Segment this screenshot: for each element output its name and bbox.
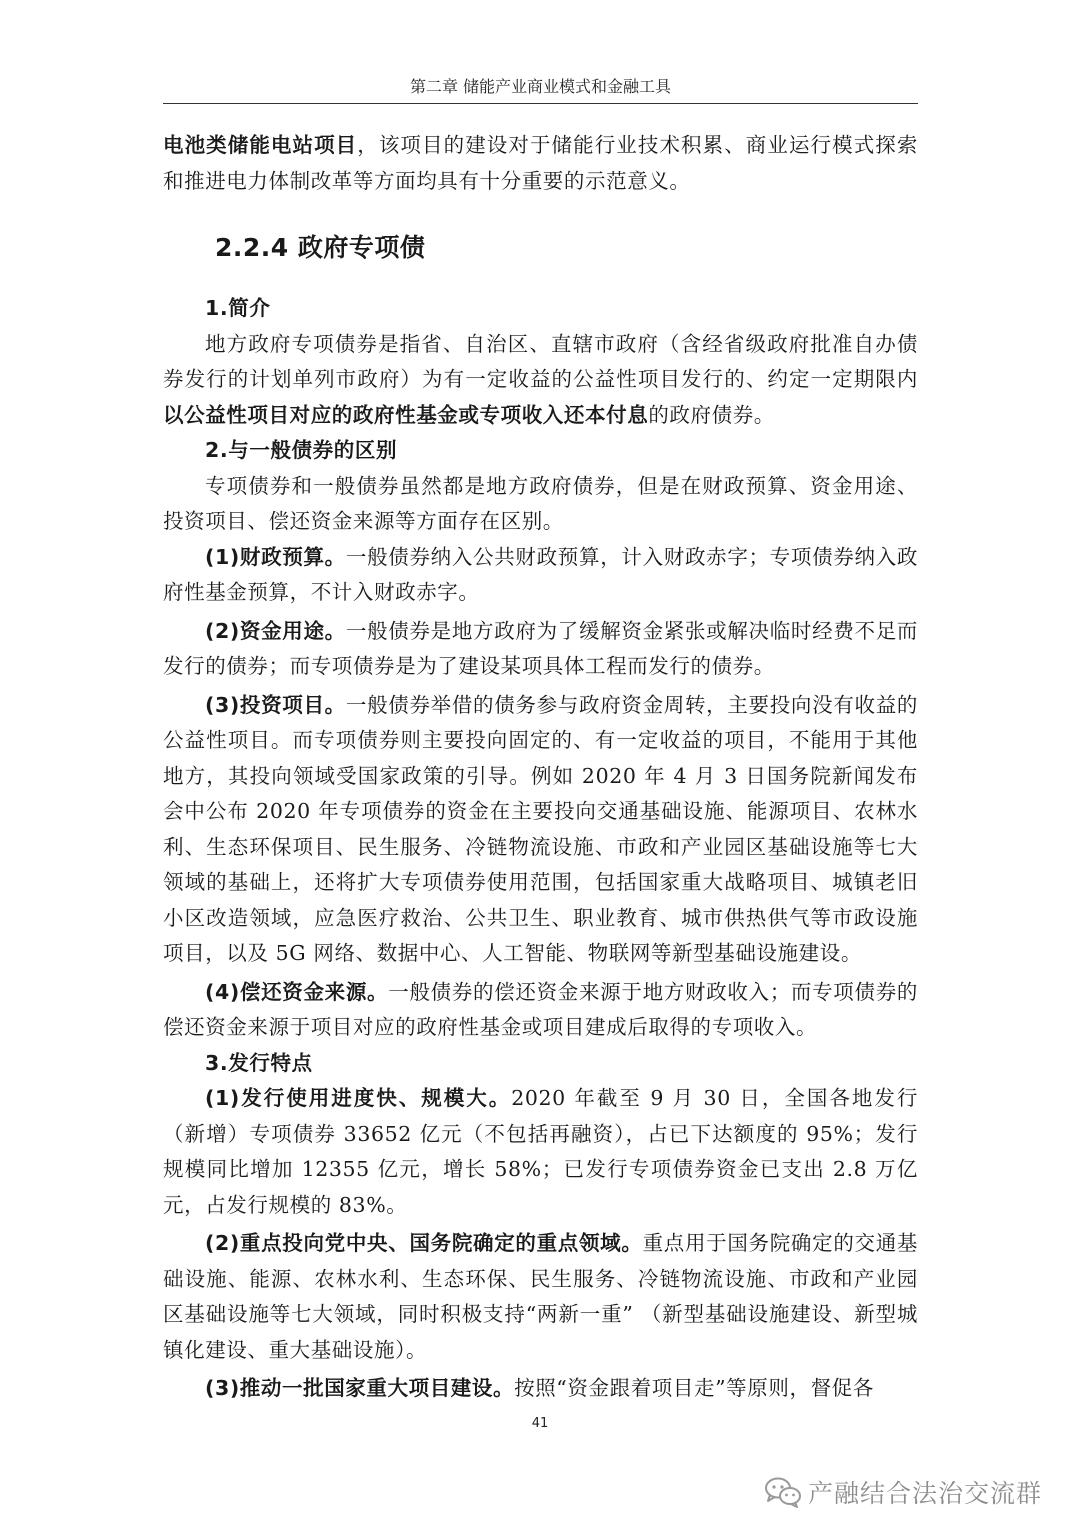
part2-intro: 专项债券和一般债券虽然都是地方政府债券，但是在财政预算、资金用途、投资项目、偿还资金来源等方面存在区别。 (163, 473, 918, 533)
item-label: (2)重点投向党中央、国务院确定的重点领域。 (205, 1231, 643, 1255)
part1-tail: 的政府债券。 (648, 402, 775, 427)
part1-heading: 1.简介 (205, 296, 271, 320)
item-label: (1)发行使用进度快、规模大。 (205, 1086, 512, 1110)
part3-item (163, 1226, 918, 1368)
item-text: 2020 年截至 9 月 30 日，全国各地发行（新增）专项债券 33652 亿元（不包括再融资），占已下达额度的 95%；发行规模同比增加 12355 亿元，增长 58%；已发行专项债券资金已支出 2.8 万亿元，占发行规模的 83%。 (163, 1086, 918, 1217)
item-label: (3)投资项目。 (205, 692, 346, 717)
part2-item (163, 540, 918, 611)
part3-item (163, 1081, 918, 1223)
part3-item (163, 1371, 918, 1407)
running-header: 第二章 储能产业商业模式和金融工具 (409, 77, 672, 96)
item-label: (1)财政预算。 (205, 544, 346, 569)
part2-item (163, 688, 918, 972)
part1-paragraph (163, 327, 918, 434)
item-text: 一般债券举借的债务参与政府资金周转，主要投向没有收益的公益性项目。而专项债券则主要投向固定的、有一定收益的项目，不能用于其他地方，其投向领域受国家政策的引导。例如 2020 年 4 月 3 日国务院新闻发布会中公布 2020 年专项债券的资金在主要投向交通基础设施、能源项目、农林水利、生态环保项目、民生服务、冷链物流设施、市政和产业园区基础设施等七大领域的基础上，还将扩大专项债券使用范围，包括国家重大战略项目、城镇老旧小区改造领域，应急医疗救治、公共卫生、职业教育、城市供热供气等市政设施项目，以及 5G 网络、数据中心、人工智能、物联网等新型基础设施建设。 (163, 692, 918, 965)
watermark (764, 1474, 1042, 1510)
page-body (163, 128, 918, 1407)
intro-bold-lead: 电池类储能电站项目 (163, 133, 358, 157)
item-text: 按照“资金跟着项目走”等原则，督促各 (514, 1376, 874, 1400)
page-number: 41 (531, 1416, 549, 1431)
part2-item (163, 975, 918, 1046)
part2-item (163, 614, 918, 685)
wechat-icon (764, 1476, 802, 1508)
part1-text: 地方政府专项债券是指省、自治区、直辖市政府（含经省级政府批准自办债券发行的计划单列市政府）为有一定收益的公益性项目发行的、约定一定期限内 (163, 331, 918, 391)
section-title: 2.2.4 政府专项债 (215, 233, 426, 262)
intro-paragraph (163, 128, 918, 199)
item-text: 重点用于国务院确定的交通基础设施、能源、农林水利、生态环保、民生服务、冷链物流设施、市政和产业园区基础设施等七大领域，同时积极支持“两新一重” （新型基础设施建设、新型城镇化建设、重大基础设施）。 (163, 1231, 918, 1362)
item-text: 一般债券的偿还资金来源于地方财政收入；而专项债券的偿还资金来源于项目对应的政府性基金或项目建成后取得的专项收入。 (163, 979, 918, 1039)
item-label: (3)推动一批国家重大项目建设。 (205, 1376, 515, 1400)
item-label: (4)偿还资金来源。 (205, 979, 389, 1004)
intro-text: ，该项目的建设对于储能行业技术积累、商业运行模式探索和推进电力体制改革等方面均具有十分重要的示范意义。 (163, 133, 918, 193)
item-text: 一般债券纳入公共财政预算，计入财政赤字；专项债券纳入政府性基金预算，不计入财政赤字。 (163, 544, 918, 604)
part3-heading: 3.发行特点 (205, 1050, 313, 1075)
part2-heading: 2.与一般债券的区别 (205, 438, 398, 462)
header-divider (163, 103, 918, 104)
watermark-text: 产融结合法治交流群 (807, 1479, 1042, 1508)
item-text: 一般债券是地方政府为了缓解资金紧张或解决临时经费不足而发行的债券；而专项债券是为了建设某项具体工程而发行的债券。 (163, 618, 918, 678)
part1-bold-phrase: 以公益性项目对应的政府性基金或专项收入还本付息 (163, 402, 649, 427)
item-label: (2)资金用途。 (205, 618, 346, 643)
